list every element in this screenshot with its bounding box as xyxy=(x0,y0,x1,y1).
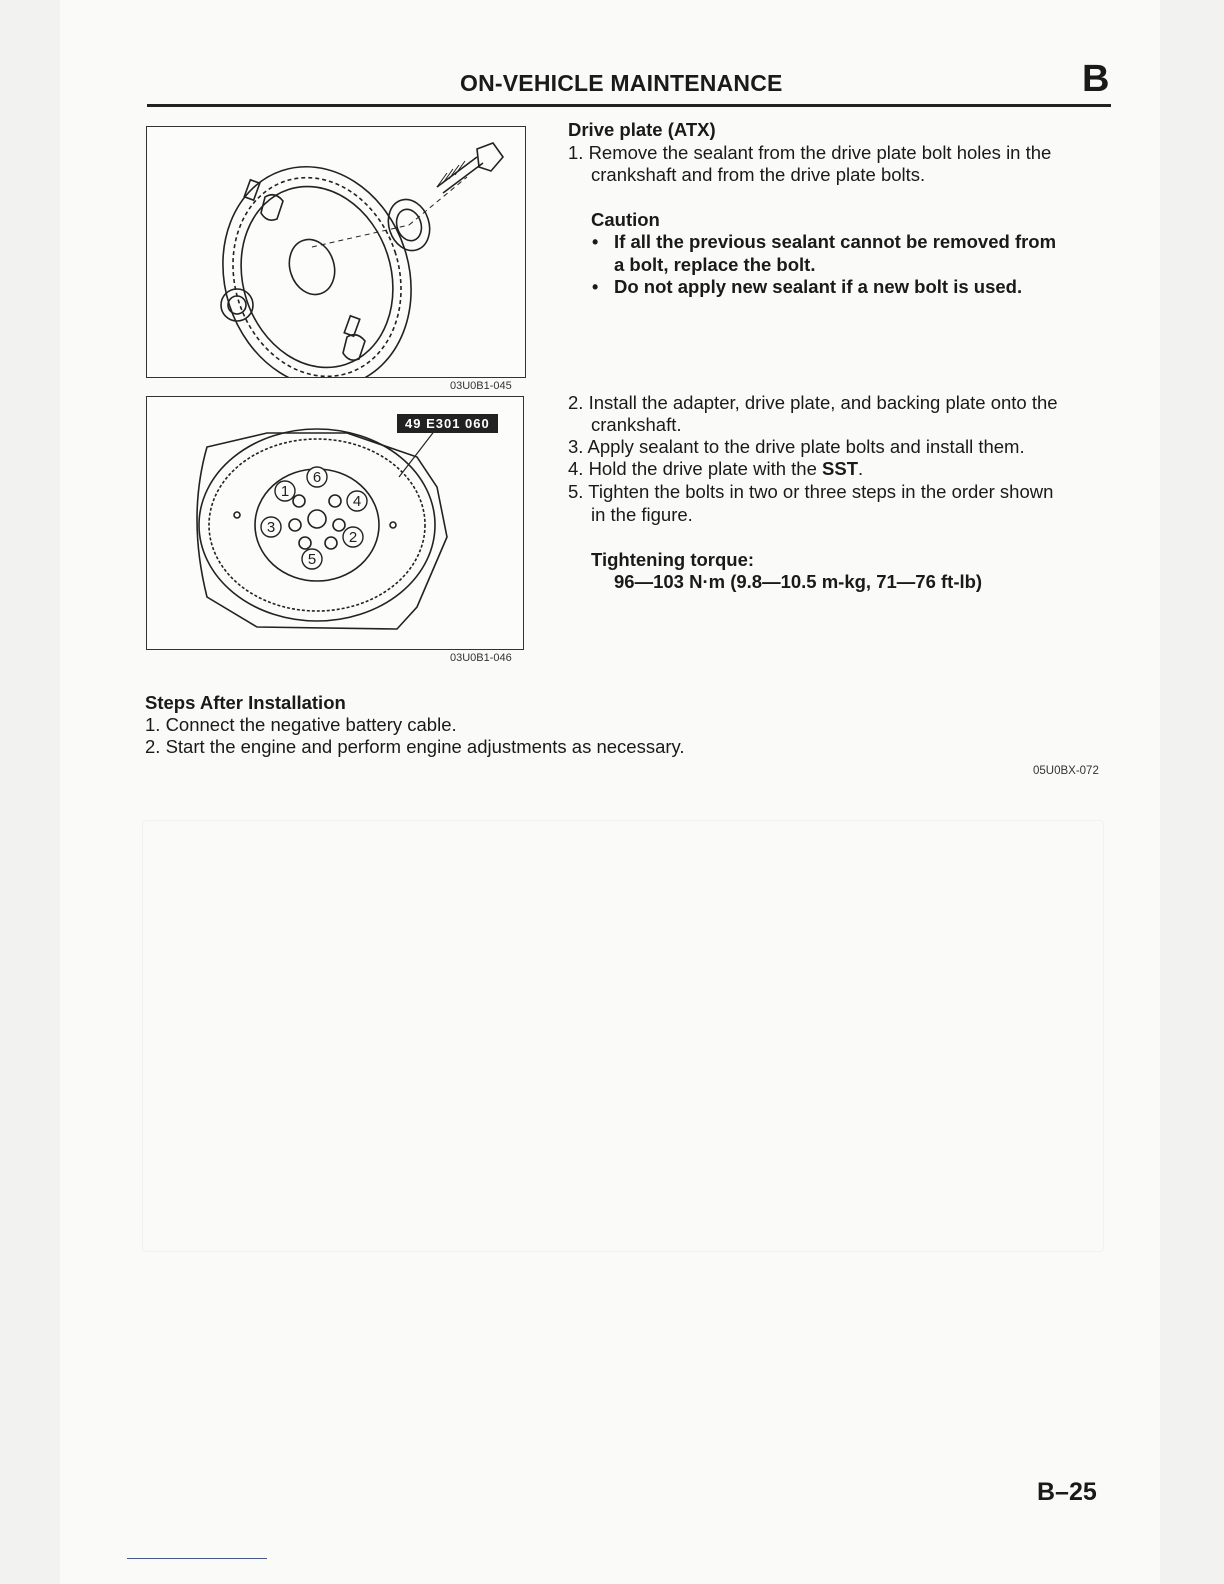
figure-drive-plate-exploded xyxy=(146,126,526,378)
figure-code: 03U0B1-045 xyxy=(450,380,512,392)
bolt-number: 3 xyxy=(266,519,276,536)
caution-heading: Caution xyxy=(591,209,660,230)
step-5-line-1: 5. Tighten the bolts in two or three steps in the order shown xyxy=(568,481,1054,502)
document-code: 05U0BX-072 xyxy=(1033,765,1099,777)
caution-bullet-1-line-1: If all the previous sealant cannot be removed from xyxy=(614,231,1057,252)
step-2-line-1: 2. Install the adapter, drive plate, and backing plate onto the xyxy=(568,392,1058,413)
step-1-line-2: crankshaft and from the drive plate bolts. xyxy=(591,164,926,185)
bolt-number: 6 xyxy=(312,469,322,486)
caution-bullet-2: Do not apply new sealant if a new bolt is used. xyxy=(614,276,1023,297)
sst-label: 49 E301 060 xyxy=(397,414,498,433)
torque-value: 96—103 N·m (9.8—10.5 m-kg, 71—76 ft-lb) xyxy=(614,571,983,592)
steps-after-step-1: 1. Connect the negative battery cable. xyxy=(145,714,457,735)
torque-heading: Tightening torque: xyxy=(591,549,755,570)
bullet-glyph: • xyxy=(592,232,599,252)
step-1-line-1: 1. Remove the sealant from the drive plate bolt holes in the xyxy=(568,142,1052,163)
faint-show-through xyxy=(142,820,1104,1252)
caution-bullet-1-line-2: a bolt, replace the bolt. xyxy=(614,254,816,275)
footer-line xyxy=(127,1558,267,1559)
bullet-glyph: • xyxy=(592,277,599,297)
section-letter: B xyxy=(1082,58,1110,100)
page-title: ON-VEHICLE MAINTENANCE xyxy=(460,70,783,96)
bolt-number: 5 xyxy=(307,551,317,568)
step-4-prefix: 4. Hold the drive plate with the xyxy=(568,458,823,479)
step-4-sst: SST xyxy=(822,458,858,479)
step-4-suffix: . xyxy=(858,458,864,479)
bolt-order-illustration xyxy=(147,397,523,649)
step-3: 3. Apply sealant to the drive plate bolts and install them. xyxy=(568,436,1025,457)
step-2-line-2: crankshaft. xyxy=(591,414,682,435)
figure-code: 03U0B1-046 xyxy=(450,652,512,664)
drive-plate-exploded-illustration xyxy=(147,127,525,377)
bolt-number: 2 xyxy=(348,529,358,546)
section-heading-drive-plate: Drive plate (ATX) xyxy=(568,119,716,140)
header-rule xyxy=(147,104,1111,107)
step-5-line-2: in the figure. xyxy=(591,504,693,525)
figure-bolt-order xyxy=(146,396,524,650)
steps-after-step-2: 2. Start the engine and perform engine adjustments as necessary. xyxy=(145,736,685,757)
steps-after-heading: Steps After Installation xyxy=(145,692,346,713)
bolt-number: 1 xyxy=(280,483,290,500)
step-4 xyxy=(568,458,1118,481)
page-number: B–25 xyxy=(1037,1478,1097,1506)
bolt-number: 4 xyxy=(352,493,362,510)
